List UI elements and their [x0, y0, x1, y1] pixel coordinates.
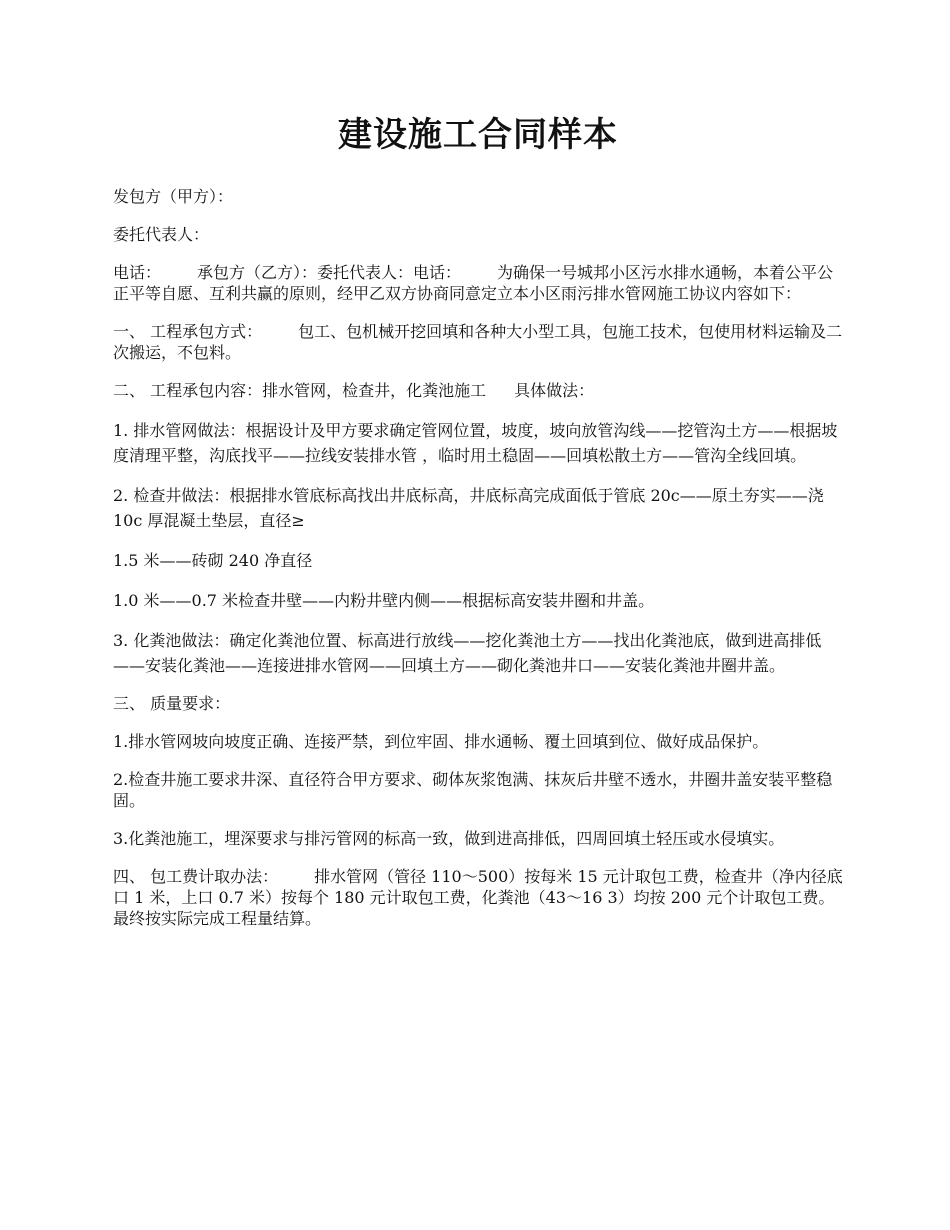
- method-item-3: 3. 化粪池做法：确定化粪池位置、标高进行放线——挖化粪池土方——找出化粪池底，做到进高排低——安装化粪池——连接进排水管网——回填土方——砌化粪池井口——安装化粪池井圈井盖。: [113, 631, 822, 675]
- section-4-heading: 四、 包工费计取办法：: [113, 867, 279, 886]
- section-2-paragraph: [113, 380, 843, 401]
- party-a-line: 发包方（甲方）：: [113, 187, 234, 206]
- method-item-2: 2. 检查井做法：根据排水管底标高找出井底标高，井底标高完成面低于管底 20c——原土夯实——浇 10c 厚混凝土垫层，直径≥: [113, 486, 824, 530]
- quality-item-2: 2.检查井施工要求井深、直径符合甲方要求、砌体灰浆饱满、抹灰后井壁不透水，井圈井盖安装平整稳固。: [113, 770, 833, 810]
- section-4-paragraph: [113, 866, 843, 929]
- phone-label: 电话：: [113, 263, 162, 282]
- section-2-text: 具体做法：: [514, 381, 595, 400]
- section-1-text: 包工、包机械开挖回填和各种大小型工具，包施工技术，包使用材料运输及二次搬运，不包料。: [113, 322, 843, 362]
- section-4-text: 排水管网（管径 110～500）按每米 15 元计取包工费，检查井（净内径底口 1 米，上口 0.7 米）按每个 180 元计取包工费，化粪池（43～16 3）均按 200 元个计取包工费。最终按实际完成工程量结算。: [113, 867, 843, 928]
- quality-item-1: 1.排水管网坡向坡度正确、连接严禁，到位牢固、排水通畅、覆土回填到位、做好成品保护。: [113, 732, 769, 751]
- method-item-2-continued-a: 1.5 米——砖砌 240 净直径: [113, 551, 313, 570]
- party-a-representative-line: 委托代表人：: [113, 225, 210, 244]
- quality-item-3: 3.化粪池施工，埋深要求与排污管网的标高一致，做到进高排低，四周回填土轻压或水侵填实。: [113, 829, 785, 848]
- section-1-paragraph: [113, 321, 843, 363]
- document-title: 建设施工合同样本: [338, 115, 618, 155]
- method-item-2-continued-b: 1.0 米——0.7 米检查井壁——内粉井壁内侧——根据标高安装井圈和井盖。: [113, 591, 655, 610]
- document-page: [113, 110, 843, 946]
- intro-text: 为确保一号城邦小区污水排水通畅，本着公平公正平等自愿、互利共赢的原则，经甲乙双方协商同意定立本小区雨污排水管网施工协议内容如下：: [113, 263, 834, 303]
- section-2-heading: 二、 工程承包内容：排水管网，检查井，化粪池施工: [113, 381, 487, 400]
- section-3-heading: 三、 质量要求：: [113, 694, 231, 713]
- party-b-label: 承包方（乙方）：委托代表人：电话：: [197, 263, 462, 282]
- method-item-1: 1. 排水管网做法：根据设计及甲方要求确定管网位置，坡度，坡向放管沟线——挖管沟土方——根据坡度清理平整，沟底找平——拉线安装排水管 ，临时用土稳固——回填松散土方——管沟全线回填。: [113, 421, 838, 465]
- intro-paragraph: [113, 262, 843, 304]
- section-1-heading: 一、 工程承包方式：: [113, 322, 263, 341]
